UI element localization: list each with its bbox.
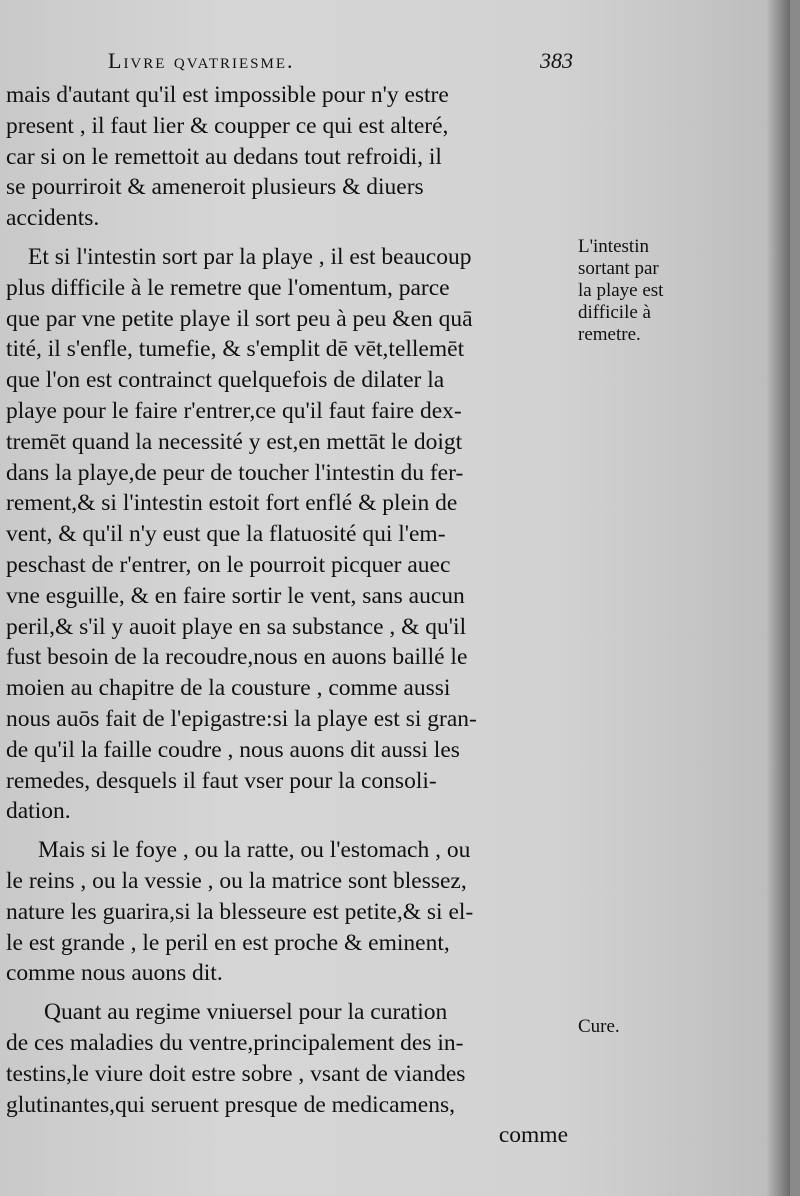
text-line: plus difficile à le remetre que l'omentum, parce <box>6 274 450 301</box>
text-line: que l'on est contrainct quelquefois de dilater la <box>6 367 445 394</box>
text-line: Quant au regime vniuersel pour la curation <box>44 999 448 1026</box>
text-line: mais d'autant qu'il est impossible pour n'y estre <box>6 82 449 108</box>
text-line: tité, il s'enfle, tumefie, & s'emplit dē vēt,tellemēt <box>6 336 465 363</box>
text-line: le reins , ou la vessie , ou la matrice sont blessez, <box>6 867 467 894</box>
text-line: Et si l'intestin sort par la playe , il est beaucoup <box>28 243 472 270</box>
margin-note-line: difficile à <box>578 302 651 323</box>
text-line: testins,le viure doit estre sobre , vsant de viandes <box>6 1060 466 1087</box>
text-line: rement,& si l'intestin estoit fort enflé & plein de <box>6 490 458 517</box>
text-line: se pourriroit & ameneroit plusieurs & diuers <box>6 174 424 201</box>
paragraph-3 <box>6 835 568 989</box>
text-line: fust besoin de la recoudre,nous en auons baillé le <box>6 644 468 671</box>
text-line: glutinantes,qui seruent presque de medicamens, <box>6 1091 455 1118</box>
paragraph-1 <box>6 80 568 234</box>
catchword: comme <box>498 1122 568 1149</box>
text-line: nous auōs fait de l'epigastre:si la playe est si gran- <box>6 705 477 732</box>
body-text <box>6 80 568 1151</box>
text-line: nature les guarira,si la blesseure est petite,& si el- <box>6 898 474 925</box>
text-line: present , il faut lier & coupper ce qui est alteré, <box>6 112 449 139</box>
text-line: le est grande , le peril en est proche & eminent, <box>6 929 450 956</box>
text-line: moien au chapitre de la cousture , comme aussi <box>6 675 451 702</box>
text-line: peschast de r'entrer, on le pourroit picquer auec <box>6 551 451 578</box>
text-line: que par vne petite playe il sort peu à peu &en quā <box>6 305 473 332</box>
running-title: Livre qvatriesme. <box>108 48 295 73</box>
page-number: 383 <box>540 48 573 73</box>
text-line: dans la playe,de peur de toucher l'intestin du fer- <box>6 459 464 486</box>
text-line: Mais si le foye , ou la ratte, ou l'estomach , ou <box>38 837 471 864</box>
text-line: tremēt quand la necessité y est,en mettāt le doigt <box>6 428 463 455</box>
text-line: accidents. <box>6 205 100 232</box>
page-header <box>108 48 573 74</box>
margin-note-line: sortant par <box>578 258 659 279</box>
text-line: comme nous auons dit. <box>6 960 223 987</box>
text-line: dation. <box>6 798 71 825</box>
margin-note-line: la playe est <box>578 280 664 301</box>
text-line: remedes, desquels il faut vser pour la consoli- <box>6 767 437 794</box>
margin-note-cure <box>578 1016 693 1038</box>
text-line: playe pour le faire r'entrer,ce qu'il faut faire dex- <box>6 397 462 424</box>
text-line: peril,& s'il y auoit playe en sa substance , & qu'il <box>6 613 467 640</box>
margin-note-line: remetre. <box>578 324 641 345</box>
paragraph-2 <box>6 242 568 827</box>
margin-note-line: L'intestin <box>578 236 649 257</box>
paragraph-4 <box>6 997 568 1120</box>
text-line: car si on le remettoit au dedans tout refroidi, il <box>6 143 442 170</box>
margin-note-intestin <box>578 236 693 346</box>
text-line: vne esguille, & en faire sortir le vent, sans aucun <box>6 582 465 609</box>
page-edge-shadow <box>766 0 790 1196</box>
text-line: de qu'il la faille coudre , nous auons dit aussi les <box>6 736 460 763</box>
text-line: vent, & qu'il n'y eust que la flatuosité qui l'em- <box>6 521 446 548</box>
margin-note-line: Cure. <box>578 1016 620 1037</box>
text-line: de ces maladies du ventre,principalement des in- <box>6 1029 464 1056</box>
